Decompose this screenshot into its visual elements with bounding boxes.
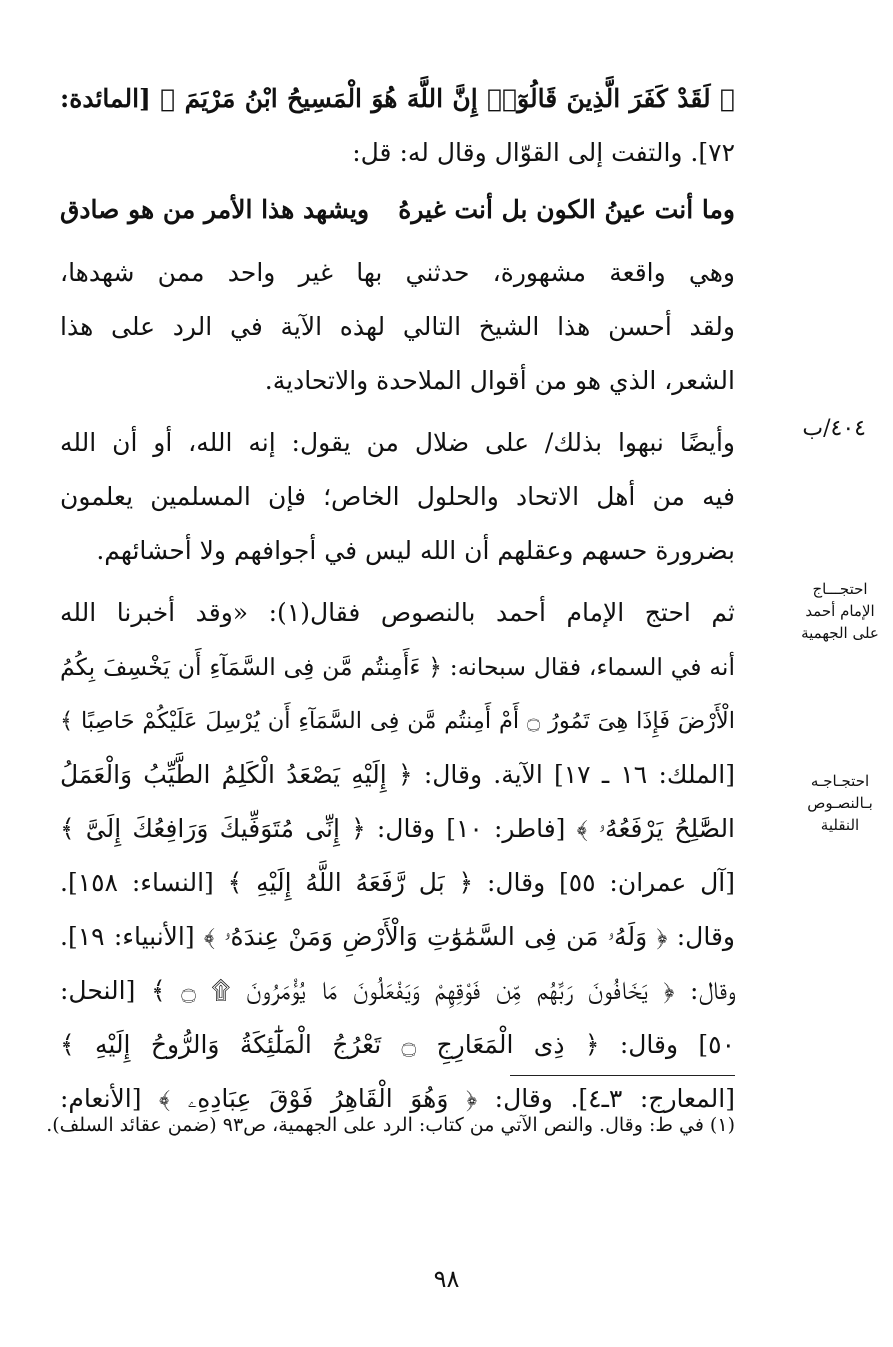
margin-note-imam-ahmad: احتجـــاج الإمام أحمد على الجهمية <box>801 580 879 642</box>
text-line: وقال: ﴿ وَلَهُۥ مَن فِى السَّمَٰوَٰتِ وَالْأَرْضِ وَمَنْ عِندَهُۥ ﴾ [الأنبياء: ١٩]. <box>60 922 735 951</box>
text-line: الشعر، الذي هو من أقوال الملاحدة والاتحادية. <box>264 366 735 395</box>
text-line: ﴿ لَقَدْ كَفَرَ الَّذِينَ قَالُوٓا۟ إِنَّ اللَّهَ هُوَ الْمَسِيحُ ابْنُ مَرْيَمَ ﴾ [المائدة: <box>60 84 735 113</box>
main-text <box>60 72 735 1126</box>
margin-note-textual-proofs: احتجـاجـه بـالنصـوص النقلية <box>807 772 873 834</box>
text-line: ٧٢]. والتفت إلى القوّال وقال له: قل: <box>352 138 735 167</box>
poem-verse <box>60 180 735 240</box>
text-line: الصَّٰلِحُ يَرْفَعُهُۥ ﴾ [فاطر: ١٠] وقال: ﴿ إِنِّى مُتَوَفِّيكَ وَرَافِعُكَ إِلَىَّ ﴾ <box>60 814 735 843</box>
text-line: وأيضًا نبهوا بذلك/ على ضلال من يقول: إنه الله، أو أن الله <box>60 428 735 457</box>
footnote-separator <box>510 1075 735 1076</box>
page-number: ٩٨ <box>433 1265 460 1293</box>
text-line: [الملك: ١٦ ـ ١٧] الآية. وقال: ﴿ إِلَيْهِ يَصْعَدُ الْكَلِمُ الطَّيِّبُ وَالْعَمَلُ <box>60 760 735 789</box>
text-line: بضرورة حسهم وعقلهم أن الله ليس في أجوافهم ولا أحشائهم. <box>96 536 735 565</box>
text-line: ٥٠] وقال: ﴿ ذِى الْمَعَارِجِ ۝ تَعْرُجُ الْمَلَٰٓئِكَةُ وَالرُّوحُ إِلَيْهِ ﴾ <box>60 1030 735 1059</box>
poem-first-hemistich: وما أنت عينُ الكون بل أنت غيرهُ <box>398 195 735 224</box>
text-line: أنه في السماء، فقال سبحانه: ﴿ ءَأَمِنتُم مَّن فِى السَّمَآءِ أَن يَخْسِفَ بِكُمُ <box>60 653 735 681</box>
text-line: [آل عمران: ٥٥] وقال: ﴿ بَل رَّفَعَهُ اللَّهُ إِلَيْهِ ﴾ [النساء: ١٥٨]. <box>60 868 735 897</box>
text-line: [المعارج: ٣ـ٤]. وقال: ﴿ وَهُوَ الْقَاهِرُ فَوْقَ عِبَادِهِۦ ﴾ [الأنعام: <box>60 1084 735 1113</box>
text-line: وهي واقعة مشهورة، حدثني بها غير واحد ممن شهدها، <box>60 258 735 287</box>
text-line: وقال: ﴿ يَخَافُونَ رَبَّهُم مِّن فَوْقِهِمْ وَيَفْعَلُونَ مَا يُؤْمَرُونَ ۩ ۝ ﴾ [النحل: <box>60 976 735 1005</box>
text-line: فيه من أهل الاتحاد والحلول الخاص؛ فإن المسلمين يعلمون <box>60 482 735 511</box>
text-line: ثم احتج الإمام أحمد بالنصوص فقال(١): «وقد أخبرنا الله <box>60 598 735 627</box>
text-line: ولقد أحسن هذا الشيخ التالي لهذه الآية في الرد على هذا <box>60 312 735 341</box>
text-line: الْأَرْضَ فَإِذَا هِىَ تَمُورُ ۝ أَمْ أَمِنتُم مَّن فِى السَّمَآءِ أَن يُرْسِلَ عَلَيْكُمْ حَاصِبًا ﴾ <box>60 708 735 734</box>
poem-second-hemistich: ويشهد هذا الأمر من هو صادق <box>60 195 370 224</box>
manuscript-folio-marker: ٤٠٤/ب <box>802 416 866 441</box>
footnote: (١) في ط: وقال. والنص الآتي من كتاب: الرد على الجهمية، ص٩٣ (ضمن عقائد السلف). <box>46 1114 735 1136</box>
